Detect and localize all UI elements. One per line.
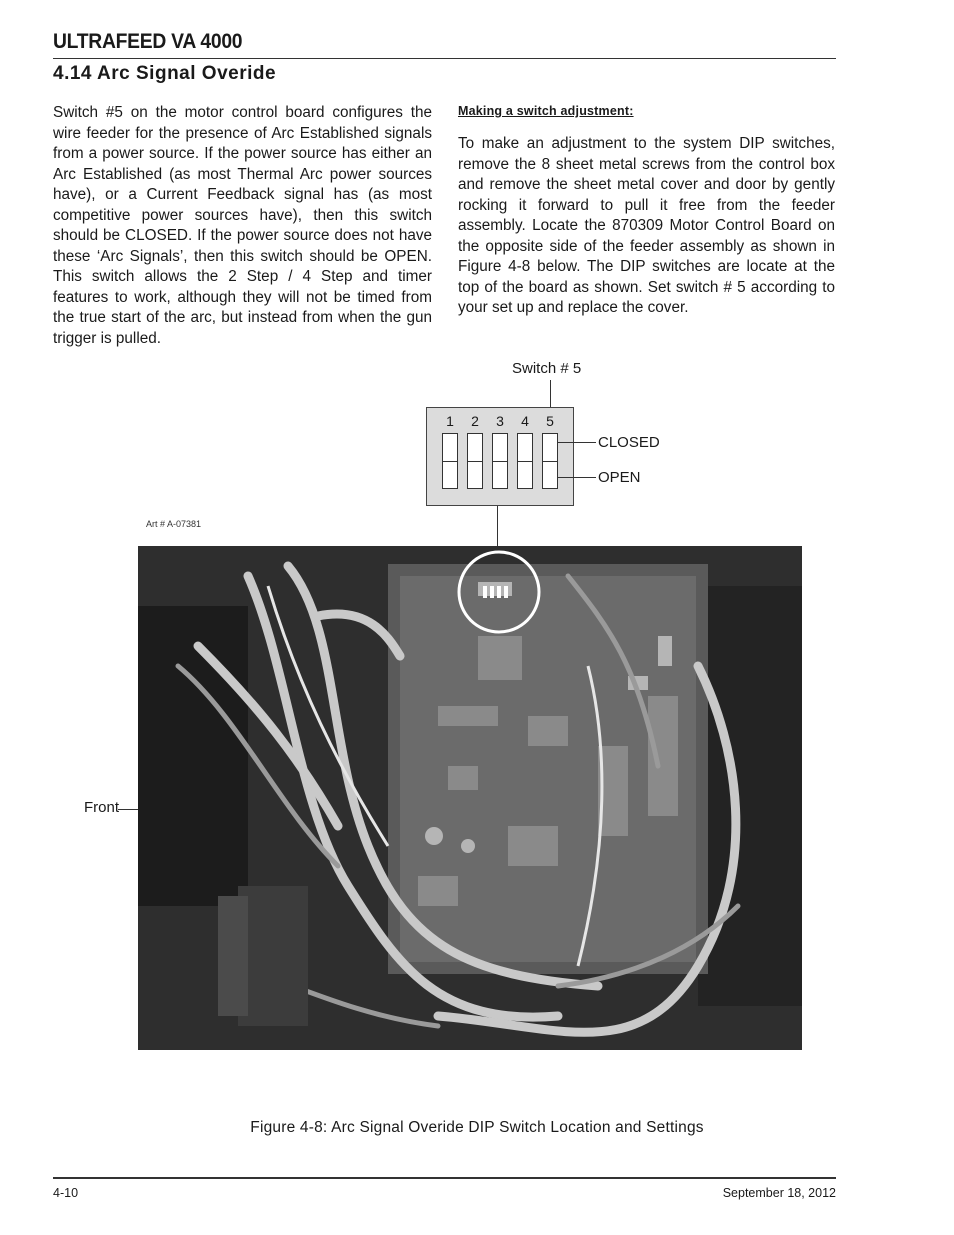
dip-switch-4 (517, 433, 533, 489)
left-column-text: Switch #5 on the motor control board configures the wire feeder for the presence of Arc Established signals from a power source. If the power source has either an Arc Established (as most Thermal Arc power sources have), or a Current Feedback signal has (as most competitive power sources have), then this switch should be CLOSED. If the power source does not have these ‘Arc Signals’, then this switch should be OPEN. This switch allows the 2 Step / 4 Step and timer features to work, although they will not be timed from the true start of the arc, but instead from when the gun trigger is pulled. (53, 104, 432, 347)
figure-caption: Figure 4-8: Arc Signal Overide DIP Switch Location and Settings (250, 1119, 704, 1136)
right-column-text: To make an adjustment to the system DIP switches, remove the 8 sheet metal screws from the control box and remove the sheet metal cover and door by gently rocking it forward to pull it free from the feeder assembly. Locate the 870309 Motor Control Board on the opposite side of the feeder assembly as shown in Figure 4-8 below. The DIP switches are locate at the top of the board as shown. Set switch # 5 according to your set up and replace the cover. (458, 135, 835, 316)
dip-switch-numbers (441, 413, 571, 431)
right-column-subhead: Making a switch adjustment: (458, 104, 634, 118)
dip-switch-5 (542, 433, 558, 489)
dip-switch-3 (492, 433, 508, 489)
dip-number-2: 2 (471, 413, 479, 429)
circuit-board-photo (138, 546, 802, 1050)
switch-5-label: Switch # 5 (512, 360, 582, 377)
front-leader-line (118, 809, 138, 810)
document-title: ULTRAFEED VA 4000 (53, 30, 243, 53)
dip-number-5: 5 (546, 413, 554, 429)
page-number: 4-10 (53, 1186, 79, 1200)
title-divider (53, 58, 836, 59)
dip-number-3: 3 (496, 413, 504, 429)
dip-switch-2 (467, 433, 483, 489)
art-number: Art # A-07381 (146, 519, 202, 529)
dip-switch-1 (442, 433, 458, 489)
dip-number-4: 4 (521, 413, 529, 429)
dip-number-1: 1 (446, 413, 454, 429)
front-label: Front (84, 799, 120, 816)
footer-date: September 18, 2012 (722, 1186, 836, 1200)
closed-label: CLOSED (598, 434, 660, 451)
closed-leader-line (558, 442, 596, 443)
open-leader-line (558, 477, 596, 478)
footer-divider (53, 1177, 836, 1179)
section-title: 4.14 Arc Signal Overide (53, 63, 277, 84)
open-label: OPEN (598, 469, 641, 486)
